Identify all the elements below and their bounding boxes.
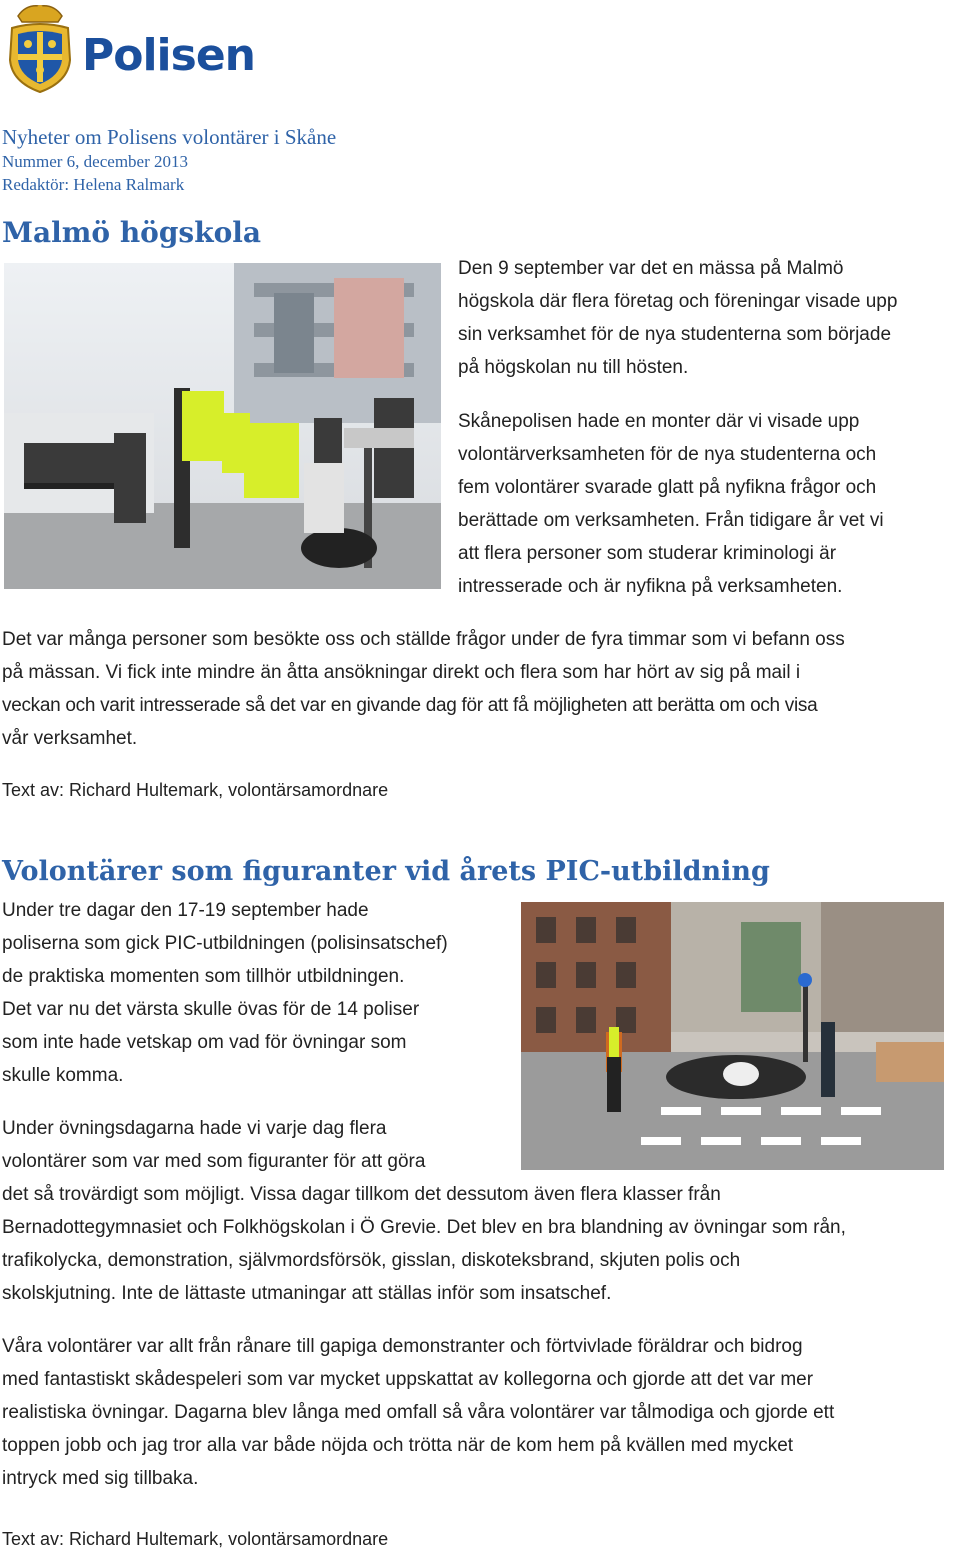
text-line: de praktiska momenten som tillhör utbildningen. xyxy=(2,966,405,987)
article-1-photo xyxy=(4,263,441,589)
text-line: på mässan. Vi fick inte mindre än åtta ansökningar direkt och flera som har hört av sig på mail i xyxy=(2,662,801,683)
text-line: Den 9 september var det en mässa på Malmö xyxy=(458,258,844,279)
issue-number: Nummer 6, december 2013 xyxy=(2,152,188,171)
text-line: Under övningsdagarna hade vi varje dag flera xyxy=(2,1118,387,1139)
text-line: poliserna som gick PIC-utbildningen (polisinsatschef) xyxy=(2,933,448,954)
text-line: på högskolan nu till hösten. xyxy=(458,357,689,378)
polisen-logo[interactable] xyxy=(4,2,255,94)
text-line: Det var nu det värsta skulle övas för de 14 poliser xyxy=(2,999,420,1020)
text-line: högskola där flera företag och föreningar visade upp xyxy=(458,291,898,312)
article-1-byline: Text av: Richard Hultemark, volontärsamordnare xyxy=(2,780,389,800)
text-line: det så trovärdigt som möjligt. Vissa dagar tillkom det dessutom även flera klasser från xyxy=(2,1184,721,1205)
text-line: trafikolycka, demonstration, självmordsförsök, gisslan, diskoteksbrand, skjuten polis och xyxy=(2,1250,741,1271)
text-line: volontärverksamheten för de nya studenterna och xyxy=(458,444,877,465)
text-line: sin verksamhet för de nya studenterna som började xyxy=(458,324,892,345)
text-line: Bernadottegymnasiet och Folkhögskolan i Ö Grevie. Det blev en bra blandning av övningar som rån, xyxy=(2,1217,846,1238)
article-1-title: Malmö högskola xyxy=(2,216,262,249)
article-2-intro xyxy=(2,894,512,1092)
text-line: Våra volontärer var allt från rånare till gapiga demonstranter och förtvivlade föräldrar och bidrog xyxy=(2,1336,803,1357)
article-1-paragraph-2 xyxy=(458,405,958,603)
text-line: Det var många personer som besökte oss och ställde frågor under de fyra timmar som vi befann oss xyxy=(2,629,845,650)
article-2-title: Volontärer som figuranter vid årets PIC-utbildning xyxy=(2,856,770,887)
article-1-paragraph-3 xyxy=(2,623,960,755)
text-line: fem volontärer svarade glatt på nyfikna frågor och xyxy=(458,477,877,498)
article-2-paragraph-2-cont xyxy=(2,1178,960,1310)
text-line: som inte hade vetskap om vad för övningar som xyxy=(2,1032,407,1053)
article-2-paragraph-2 xyxy=(2,1112,512,1178)
text-line: berättade om verksamheten. Från tidigare år vet vi xyxy=(458,510,884,531)
article-1-intro xyxy=(458,252,958,384)
text-line: toppen jobb och jag tror alla var både nöjda och trötta när de kom hem på kvällen med mycket xyxy=(2,1435,794,1456)
swedish-police-crest-icon xyxy=(4,2,76,94)
text-line: realistiska övningar. Dagarna blev långa med omfall så våra volontärer var tålmodiga och gjorde ett xyxy=(2,1402,835,1423)
text-line: vår verksamhet. xyxy=(2,728,138,749)
text-line: veckan och varit intresserade så det var en givande dag för att få möjligheten att berätta om och visa xyxy=(2,695,818,716)
text-line: med fantastiskt skådespeleri som var mycket uppskattat av kollegorna och gjorde att det var mer xyxy=(2,1369,814,1390)
article-2-byline: Text av: Richard Hultemark, volontärsamordnare xyxy=(2,1529,389,1549)
editor-line: Redaktör: Helena Ralmark xyxy=(2,175,185,194)
text-line: Under tre dagar den 17-19 september hade xyxy=(2,900,369,921)
newsletter-title: Nyheter om Polisens volontärer i Skåne xyxy=(2,125,337,149)
text-line: att flera personer som studerar kriminologi är xyxy=(458,543,837,564)
brand-name: Polisen xyxy=(82,30,255,81)
text-line: volontärer som var med som figuranter för att göra xyxy=(2,1151,426,1172)
text-line: intryck med sig tillbaka. xyxy=(2,1468,199,1489)
article-2-paragraph-3 xyxy=(2,1330,960,1495)
text-line: skolskjutning. Inte de lättaste utmaningar att ställas inför som insatschef. xyxy=(2,1283,612,1304)
text-line: intresserade och är nyfikna på verksamheten. xyxy=(458,576,843,597)
text-line: skulle komma. xyxy=(2,1065,124,1086)
article-2-photo xyxy=(521,902,944,1170)
text-line: Skånepolisen hade en monter där vi visade upp xyxy=(458,411,860,432)
